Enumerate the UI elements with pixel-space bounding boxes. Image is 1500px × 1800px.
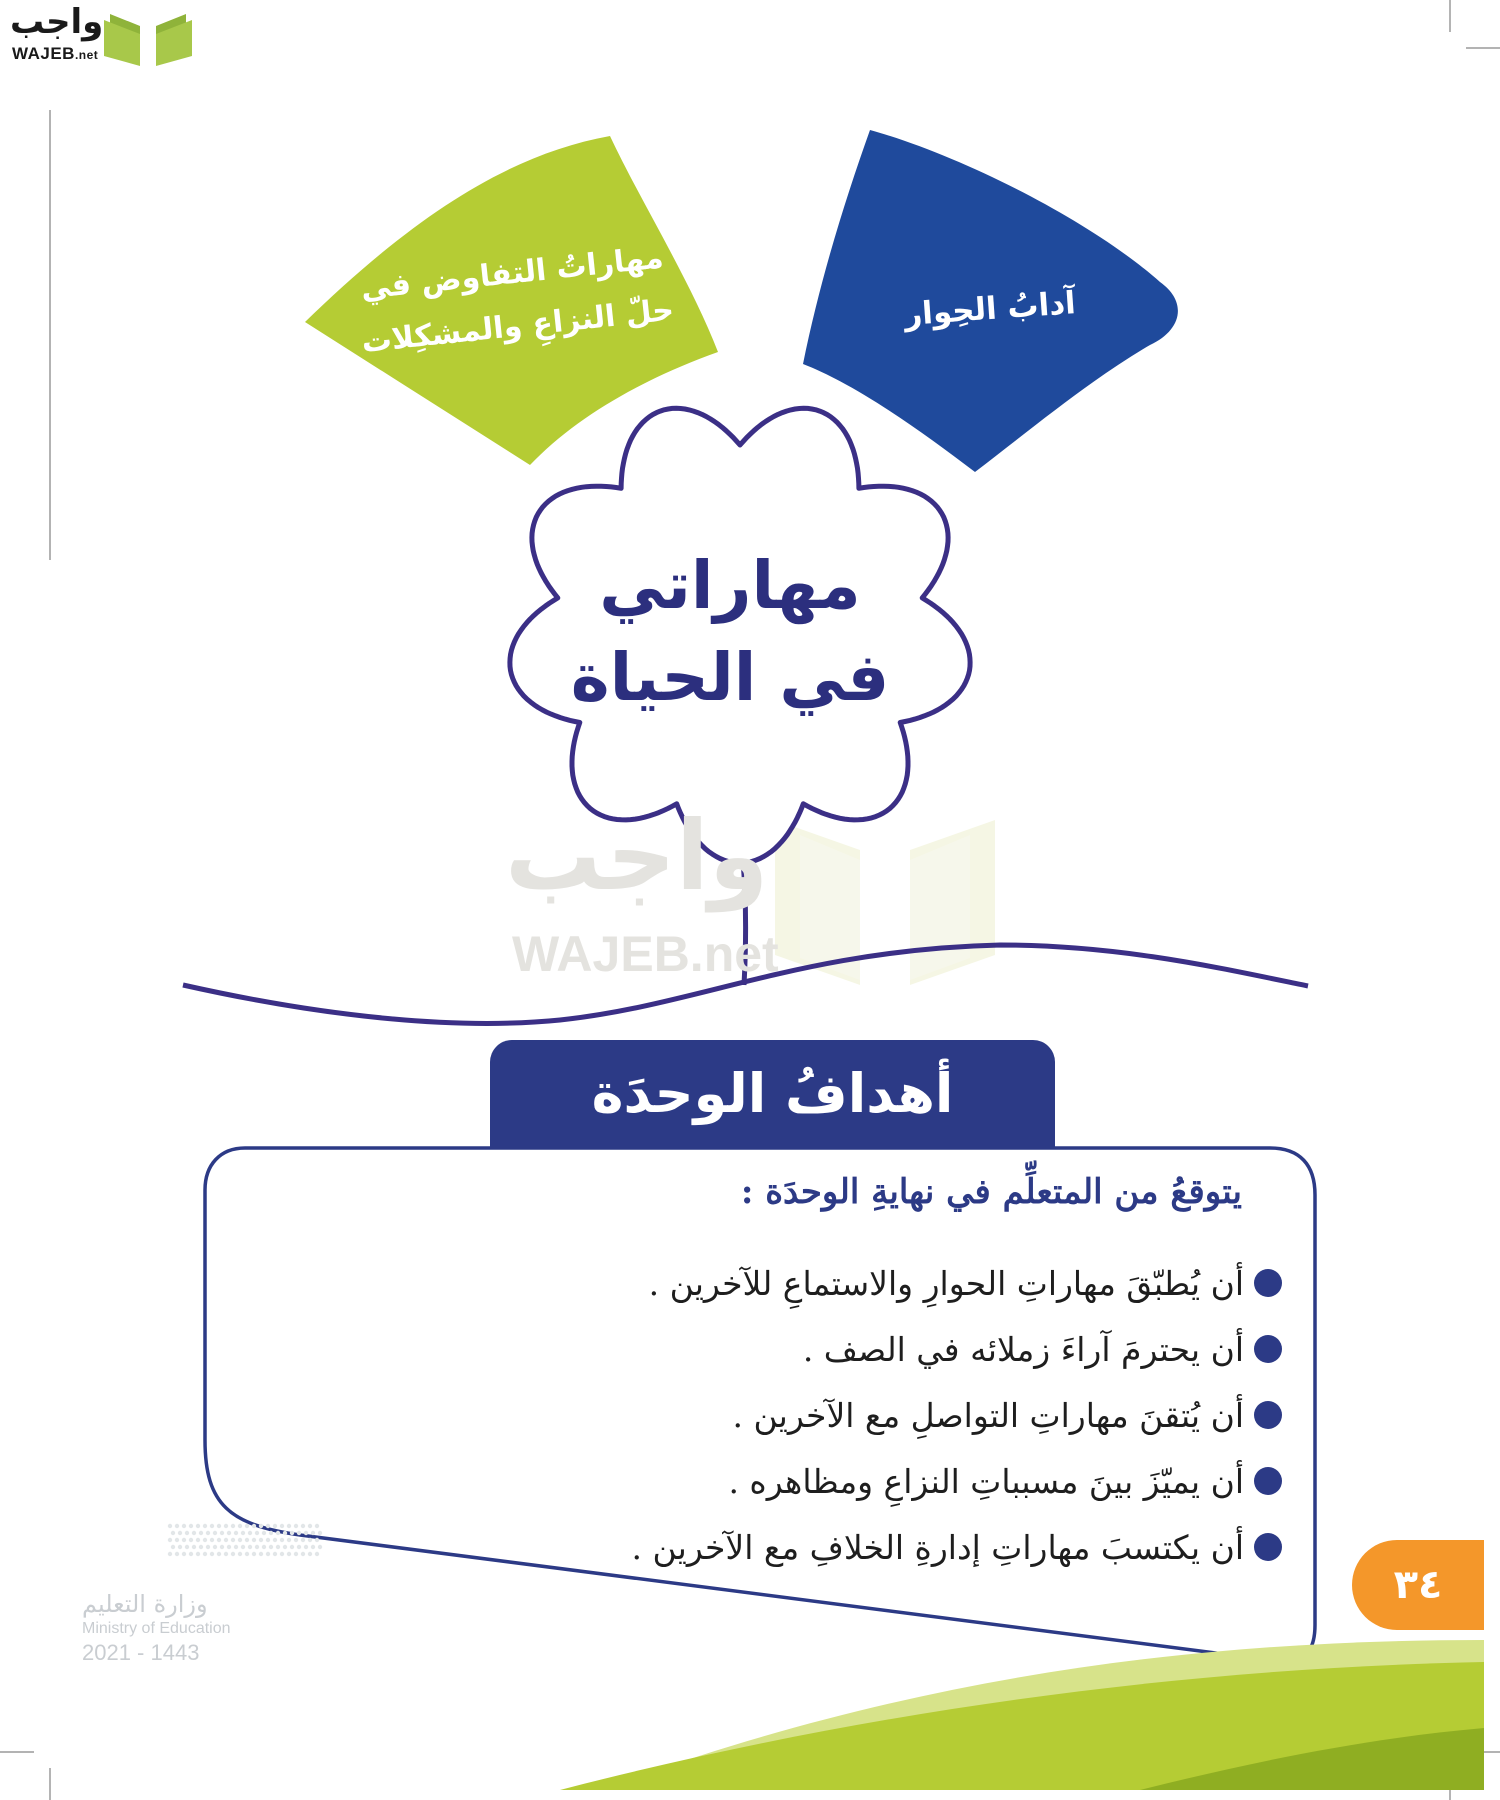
unit-title (560, 540, 900, 725)
bullet-dot-icon (1254, 1533, 1282, 1561)
goal-item (422, 1514, 1282, 1580)
petal-label-negotiation: مهاراتُ التفاوض في حلّ النزاعِ والمشكِلات (359, 240, 676, 360)
goal-item (422, 1250, 1282, 1316)
unit-title-line2: في الحياة (570, 639, 890, 717)
ministry-name-en: Ministry of Education (82, 1620, 231, 1637)
goal-item (422, 1382, 1282, 1448)
brand-name-en (12, 44, 98, 64)
brand-name-en-text: WAJEB (12, 44, 75, 63)
goals-intro: يتوقعُ من المتعلِّم في نهايةِ الوحدَة : (740, 1172, 1242, 1212)
brand-logo (10, 2, 190, 66)
unit-title-line1: مهاراتي (599, 547, 861, 624)
bullet-dot-icon (1254, 1335, 1282, 1363)
watermark-book-icon (775, 820, 995, 985)
brand-domain-suffix: .net (74, 48, 99, 62)
ministry-year: 2021 - 1443 (82, 1640, 200, 1665)
goal-text: أن يميّزَ بينَ مسبباتِ النزاعِ ومظاهره . (728, 1461, 1244, 1501)
watermark-text-ar: واجب (505, 800, 769, 912)
bullet-dot-icon (1254, 1269, 1282, 1297)
goal-text: أن يُطبّقَ مهاراتِ الحوارِ والاستماعِ للآخرين . (648, 1263, 1244, 1303)
goals-heading: أهدافُ الوحدَة (490, 1040, 1055, 1148)
goal-text: أن يحترمَ آراءَ زملائه في الصف . (802, 1329, 1244, 1369)
brand-name-ar: واجب (10, 2, 104, 42)
goal-text: أن يُتقنَ مهاراتِ التواصلِ مع الآخرين . (732, 1395, 1244, 1435)
page-number: ٣٤ (1352, 1540, 1484, 1630)
bullet-dot-icon (1254, 1401, 1282, 1429)
goal-item (422, 1448, 1282, 1514)
bullet-dot-icon (1254, 1467, 1282, 1495)
petal-label-dialogue: آدابُ الحِوار (903, 285, 1077, 333)
watermark-text-en: WAJEB.net (512, 926, 779, 982)
ministry-mark (82, 1590, 272, 1666)
goals-list (422, 1250, 1282, 1580)
ministry-name-ar: وزارة التعليم (82, 1590, 208, 1618)
goal-item (422, 1316, 1282, 1382)
goal-text: أن يكتسبَ مهاراتِ إدارةِ الخلافِ مع الآخرين . (631, 1527, 1244, 1567)
